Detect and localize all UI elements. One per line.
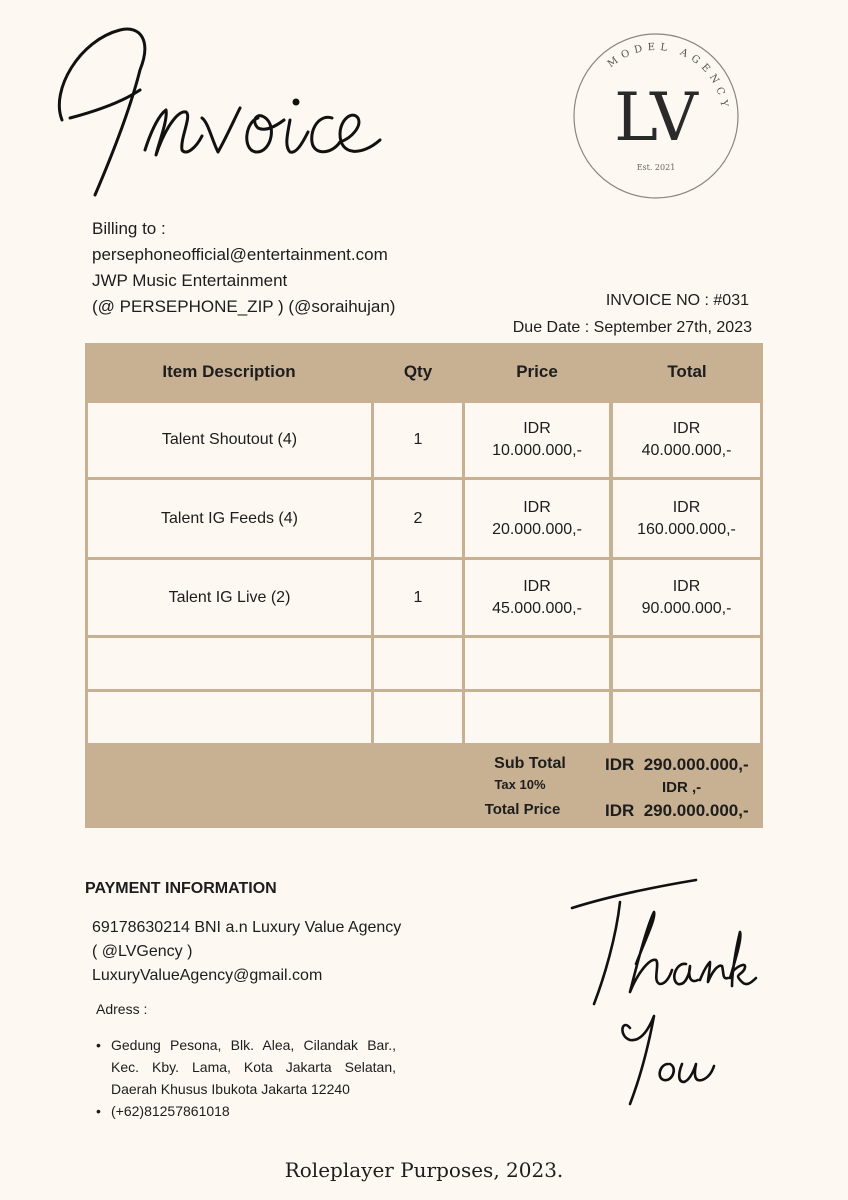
list-item	[96, 1100, 396, 1122]
row-qty: 1	[413, 588, 423, 606]
payment-email: LuxuryValueAgency@gmail.com	[92, 967, 323, 984]
row-price-cell	[465, 403, 609, 477]
invoice-title-script	[40, 10, 400, 210]
footer-note: Roleplayer Purposes, 2023.	[284, 1158, 564, 1182]
header-price: Price	[516, 362, 558, 381]
billing-company: JWP Music Entertainment	[92, 271, 288, 290]
invoice-table	[85, 343, 763, 828]
row-total-currency: IDR	[672, 577, 701, 595]
bullet-icon: •	[96, 1037, 101, 1053]
empty-cell	[613, 692, 760, 743]
table-summary	[85, 745, 763, 828]
row-total-cell	[613, 560, 760, 635]
row-price: 10.000.000,-	[492, 442, 582, 459]
row-total: 40.000.000,-	[641, 442, 732, 459]
row-total: 90.000.000,-	[641, 599, 732, 617]
row-total: 160.000.000,-	[637, 520, 736, 538]
empty-cell	[465, 692, 609, 743]
adress-label: Adress :	[96, 1001, 148, 1017]
table-row	[88, 480, 371, 557]
lv-model-agency-logo	[568, 28, 744, 204]
row-price-cell	[465, 560, 609, 635]
payment-details	[92, 916, 401, 988]
row-total-currency: IDR	[672, 420, 701, 437]
row-qty: 1	[413, 431, 423, 448]
address-text: Gedung Pesona, Blk. Alea, Cilandak Bar., Kec. Kby. Lama, Kota Jakarta Selatan, Daerah Khusus Ibukota Jakarta 12240	[111, 1037, 396, 1097]
table-row	[88, 560, 371, 635]
subtotal-label: Sub Total	[494, 755, 566, 772]
thank-you-script	[560, 868, 760, 1128]
total-price-label: Total Price	[484, 801, 561, 818]
row-total-cell	[613, 480, 760, 557]
row-price: 20.000.000,-	[492, 520, 582, 538]
row-price-currency: IDR	[523, 498, 551, 516]
payment-handle: ( @LVGency )	[92, 943, 193, 960]
due-date: Due Date : September 27th, 2023	[512, 319, 752, 336]
subtotal-value: IDR 290.000.000,-	[605, 755, 749, 774]
logo-ring-text: MODEL AGENCY	[605, 41, 731, 113]
row-total-cell	[613, 403, 760, 477]
billing-block	[92, 216, 395, 320]
logo-est: Est. 2021	[636, 163, 676, 172]
row-total-currency: IDR	[672, 498, 701, 516]
row-qty-cell	[374, 480, 462, 557]
row-description: Talent IG Live (2)	[168, 588, 291, 606]
row-price-currency: IDR	[523, 577, 551, 595]
payment-account: 69178630214 BNI a.n Luxury Value Agency	[92, 919, 402, 936]
empty-cell	[374, 638, 462, 689]
header-qty: Qty	[403, 362, 433, 381]
row-price-currency: IDR	[523, 420, 551, 437]
row-description: Talent Shoutout (4)	[161, 431, 298, 448]
billing-handles: (@ PERSEPHONE_ZIP ) (@soraihujan)	[92, 297, 396, 316]
table-row	[88, 403, 371, 477]
row-price: 45.000.000,-	[492, 599, 582, 617]
invoice-number: INVOICE NO : #031	[605, 292, 749, 309]
tax-value: IDR ,-	[662, 779, 702, 796]
address-list	[96, 1034, 396, 1122]
empty-cell	[613, 638, 760, 689]
empty-cell	[88, 692, 371, 743]
header-total: Total	[667, 362, 707, 381]
row-qty: 2	[413, 509, 423, 527]
row-qty-cell	[374, 403, 462, 477]
total-price-value: IDR 290.000.000,-	[605, 801, 749, 820]
table-body	[85, 400, 763, 745]
row-qty-cell	[374, 560, 462, 635]
row-price-cell	[465, 480, 609, 557]
payment-information-title: PAYMENT INFORMATION	[85, 880, 277, 897]
list-item	[96, 1034, 396, 1100]
phone-text: (+62)81257861018	[111, 1103, 230, 1119]
empty-cell	[88, 638, 371, 689]
bullet-icon: •	[96, 1103, 101, 1119]
header-item-description: Item Description	[162, 362, 296, 381]
tax-label: Tax 10%	[494, 777, 546, 792]
row-description: Talent IG Feeds (4)	[161, 509, 298, 527]
billing-email: persephoneofficial@entertainment.com	[92, 245, 388, 264]
billing-label: Billing to :	[92, 219, 166, 238]
empty-cell	[374, 692, 462, 743]
table-header	[85, 343, 763, 400]
logo-monogram: LV	[614, 79, 698, 156]
empty-cell	[465, 638, 609, 689]
